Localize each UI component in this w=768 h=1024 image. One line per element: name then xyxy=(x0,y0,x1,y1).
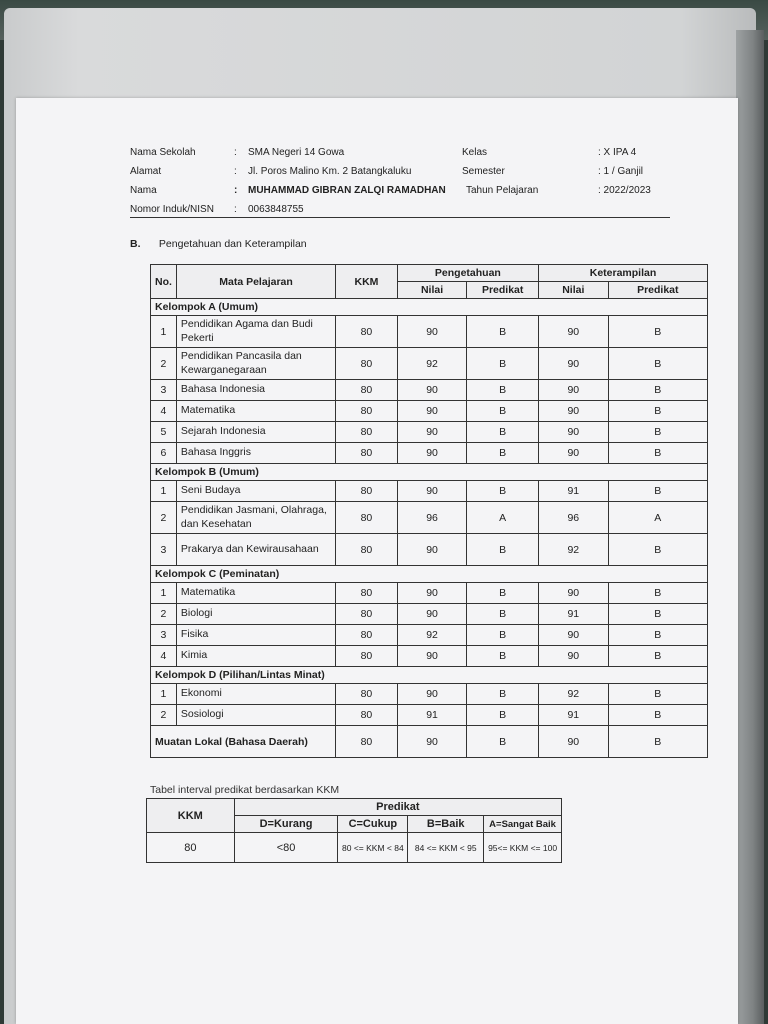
row-knowledge-score: 90 xyxy=(397,401,467,422)
row-skill-grade: B xyxy=(608,422,707,443)
row-kkm: 80 xyxy=(336,481,398,502)
semester-value: : 1 / Ganjil xyxy=(598,166,644,177)
group-row xyxy=(151,667,708,684)
col-knowledge-grade: Predikat xyxy=(467,282,539,299)
interval-caption: Tabel interval predikat berdasarkan KKM xyxy=(150,784,340,796)
row-knowledge-grade: B xyxy=(467,348,539,380)
row-no: 1 xyxy=(151,684,177,705)
interval-header-a: A=Sangat Baik xyxy=(484,816,562,833)
row-kkm: 80 xyxy=(336,348,398,380)
row-kkm: 80 xyxy=(336,604,398,625)
info-row-address xyxy=(130,163,670,182)
interval-header-d: D=Kurang xyxy=(234,816,338,833)
row-skill-grade: B xyxy=(608,726,707,758)
address-value: Jl. Poros Malino Km. 2 Batangkaluku xyxy=(248,166,412,177)
row-subject: Seni Budaya xyxy=(176,481,335,502)
group-row xyxy=(151,566,708,583)
row-subject: Bahasa Indonesia xyxy=(176,380,335,401)
interval-value-b: 84 <= KKM < 95 xyxy=(408,833,484,863)
interval-col-predikat: Predikat xyxy=(234,799,561,816)
year-label: Tahun Pelajaran xyxy=(466,185,539,196)
section-title xyxy=(130,238,307,250)
row-knowledge-score: 92 xyxy=(397,348,467,380)
row-kkm: 80 xyxy=(336,625,398,646)
row-skill-score: 90 xyxy=(539,316,609,348)
group-label: Kelompok A (Umum) xyxy=(151,299,708,316)
col-knowledge-score: Nilai xyxy=(397,282,467,299)
row-no: 3 xyxy=(151,380,177,401)
row-knowledge-score: 90 xyxy=(397,481,467,502)
table-row xyxy=(151,380,708,401)
row-subject: Kimia xyxy=(176,646,335,667)
row-knowledge-score: 96 xyxy=(397,502,467,534)
table-row xyxy=(151,625,708,646)
row-knowledge-score: 92 xyxy=(397,625,467,646)
row-kkm: 80 xyxy=(336,443,398,464)
row-kkm: 80 xyxy=(336,583,398,604)
table-row xyxy=(151,502,708,534)
row-skill-grade: B xyxy=(608,684,707,705)
row-skill-grade: A xyxy=(608,502,707,534)
grades-body xyxy=(151,299,708,758)
row-kkm: 80 xyxy=(336,422,398,443)
row-knowledge-score: 90 xyxy=(397,380,467,401)
col-knowledge: Pengetahuan xyxy=(397,265,538,282)
school-label: Nama Sekolah xyxy=(130,147,196,158)
row-knowledge-score: 90 xyxy=(397,684,467,705)
table-row xyxy=(151,604,708,625)
row-knowledge-score: 90 xyxy=(397,534,467,566)
group-label: Kelompok B (Umum) xyxy=(151,464,708,481)
row-knowledge-grade: B xyxy=(467,625,539,646)
row-subject: Sejarah Indonesia xyxy=(176,422,335,443)
row-no: 1 xyxy=(151,316,177,348)
row-skill-grade: B xyxy=(608,443,707,464)
row-knowledge-score: 90 xyxy=(397,583,467,604)
year-value: : 2022/2023 xyxy=(598,185,651,196)
row-skill-grade: B xyxy=(608,348,707,380)
row-skill-score: 90 xyxy=(539,348,609,380)
interval-kkm-value: 80 xyxy=(147,833,235,863)
colon: : xyxy=(234,204,237,215)
group-row xyxy=(151,464,708,481)
row-skill-score: 92 xyxy=(539,534,609,566)
row-subject: Pendidikan Pancasila dan Kewarganegaraan xyxy=(176,348,335,380)
row-subject: Fisika xyxy=(176,625,335,646)
address-label: Alamat xyxy=(130,166,162,177)
row-subject: Pendidikan Jasmani, Olahraga, dan Kesehatan xyxy=(176,502,335,534)
row-knowledge-score: 90 xyxy=(397,646,467,667)
row-skill-grade: B xyxy=(608,534,707,566)
row-skill-grade: B xyxy=(608,481,707,502)
row-skill-score: 90 xyxy=(539,625,609,646)
nisn-label: Nomor Induk/NISN xyxy=(130,204,214,215)
interval-value-a: 95<= KKM <= 100 xyxy=(484,833,562,863)
row-no: 1 xyxy=(151,583,177,604)
row-kkm: 80 xyxy=(336,646,398,667)
row-kkm: 80 xyxy=(336,401,398,422)
colon: : xyxy=(234,147,237,158)
table-row xyxy=(151,583,708,604)
table-row xyxy=(151,684,708,705)
colon: : xyxy=(234,166,237,177)
semester-label: Semester xyxy=(462,166,505,177)
row-knowledge-grade: B xyxy=(467,316,539,348)
name-value: MUHAMMAD GIBRAN ZALQI RAMADHAN xyxy=(248,185,446,196)
row-knowledge-grade: B xyxy=(467,583,539,604)
col-subject: Mata Pelajaran xyxy=(176,265,335,299)
row-skill-score: 90 xyxy=(539,726,609,758)
row-knowledge-score: 90 xyxy=(397,726,467,758)
row-skill-grade: B xyxy=(608,316,707,348)
colon: : xyxy=(234,185,238,196)
table-row xyxy=(151,534,708,566)
class-value: : X IPA 4 xyxy=(598,147,637,158)
row-skill-score: 90 xyxy=(539,583,609,604)
row-skill-score: 90 xyxy=(539,422,609,443)
table-row xyxy=(151,481,708,502)
col-kkm: KKM xyxy=(336,265,398,299)
row-subject: Bahasa Inggris xyxy=(176,443,335,464)
row-no: 4 xyxy=(151,646,177,667)
row-subject: Prakarya dan Kewirausahaan xyxy=(176,534,335,566)
row-subject: Muatan Lokal (Bahasa Daerah) xyxy=(151,726,336,758)
row-subject: Ekonomi xyxy=(176,684,335,705)
row-skill-score: 90 xyxy=(539,380,609,401)
col-skill-grade: Predikat xyxy=(608,282,707,299)
row-no: 4 xyxy=(151,401,177,422)
row-kkm: 80 xyxy=(336,316,398,348)
row-skill-grade: B xyxy=(608,646,707,667)
row-skill-grade: B xyxy=(608,401,707,422)
row-kkm: 80 xyxy=(336,726,398,758)
row-knowledge-grade: B xyxy=(467,443,539,464)
row-skill-grade: B xyxy=(608,583,707,604)
grades-table xyxy=(150,264,708,758)
row-knowledge-grade: B xyxy=(467,422,539,443)
table-row xyxy=(151,401,708,422)
row-knowledge-grade: A xyxy=(467,502,539,534)
group-label: Kelompok D (Pilihan/Lintas Minat) xyxy=(151,667,708,684)
row-subject: Pendidikan Agama dan Budi Pekerti xyxy=(176,316,335,348)
interval-value-c: 80 <= KKM < 84 xyxy=(338,833,408,863)
interval-header-b: B=Baik xyxy=(408,816,484,833)
row-no: 2 xyxy=(151,348,177,380)
student-info xyxy=(130,144,670,220)
row-knowledge-score: 90 xyxy=(397,443,467,464)
col-skill-score: Nilai xyxy=(539,282,609,299)
row-knowledge-grade: B xyxy=(467,481,539,502)
row-kkm: 80 xyxy=(336,684,398,705)
col-skill: Keterampilan xyxy=(539,265,708,282)
table-row xyxy=(151,646,708,667)
row-skill-score: 91 xyxy=(539,481,609,502)
row-skill-score: 91 xyxy=(539,604,609,625)
row-subject: Matematika xyxy=(176,401,335,422)
row-skill-score: 96 xyxy=(539,502,609,534)
row-skill-score: 90 xyxy=(539,401,609,422)
nisn-value: 0063848755 xyxy=(248,204,304,215)
report-card-page xyxy=(16,98,738,1024)
row-no: 2 xyxy=(151,502,177,534)
col-no: No. xyxy=(151,265,177,299)
class-label: Kelas xyxy=(462,147,488,158)
row-no: 3 xyxy=(151,534,177,566)
row-knowledge-grade: B xyxy=(467,646,539,667)
name-label: Nama xyxy=(130,185,157,196)
row-knowledge-score: 90 xyxy=(397,604,467,625)
row-kkm: 80 xyxy=(336,380,398,401)
info-row-name xyxy=(130,182,670,201)
section-heading: Pengetahuan dan Keterampilan xyxy=(158,238,307,250)
info-row-school xyxy=(130,144,670,163)
row-no: 2 xyxy=(151,705,177,726)
header-divider xyxy=(130,217,670,218)
table-row xyxy=(151,443,708,464)
row-no: 5 xyxy=(151,422,177,443)
row-subject: Sosiologi xyxy=(176,705,335,726)
row-knowledge-score: 90 xyxy=(397,422,467,443)
row-skill-grade: B xyxy=(608,625,707,646)
row-skill-score: 90 xyxy=(539,443,609,464)
row-knowledge-grade: B xyxy=(467,604,539,625)
row-no: 3 xyxy=(151,625,177,646)
row-no: 1 xyxy=(151,481,177,502)
row-knowledge-grade: B xyxy=(467,684,539,705)
row-knowledge-score: 90 xyxy=(397,316,467,348)
section-letter: B. xyxy=(130,238,141,250)
group-row xyxy=(151,299,708,316)
school-value: SMA Negeri 14 Gowa xyxy=(248,147,345,158)
muatan-lokal-row xyxy=(151,726,708,758)
table-row xyxy=(151,348,708,380)
row-skill-grade: B xyxy=(608,705,707,726)
row-knowledge-grade: B xyxy=(467,401,539,422)
row-skill-score: 91 xyxy=(539,705,609,726)
row-no: 6 xyxy=(151,443,177,464)
row-subject: Biologi xyxy=(176,604,335,625)
table-row xyxy=(151,316,708,348)
row-kkm: 80 xyxy=(336,705,398,726)
row-knowledge-grade: B xyxy=(467,705,539,726)
row-knowledge-score: 91 xyxy=(397,705,467,726)
row-skill-grade: B xyxy=(608,380,707,401)
interval-value-d: <80 xyxy=(234,833,338,863)
row-knowledge-grade: B xyxy=(467,534,539,566)
interval-table xyxy=(146,798,562,863)
row-skill-score: 90 xyxy=(539,646,609,667)
row-kkm: 80 xyxy=(336,502,398,534)
row-knowledge-grade: B xyxy=(467,726,539,758)
row-skill-grade: B xyxy=(608,604,707,625)
row-kkm: 80 xyxy=(336,534,398,566)
row-no: 2 xyxy=(151,604,177,625)
binder-edge xyxy=(736,30,764,1024)
row-subject: Matematika xyxy=(176,583,335,604)
table-row xyxy=(151,705,708,726)
interval-header-c: C=Cukup xyxy=(338,816,408,833)
row-knowledge-grade: B xyxy=(467,380,539,401)
interval-col-kkm: KKM xyxy=(147,799,235,833)
group-label: Kelompok C (Peminatan) xyxy=(151,566,708,583)
row-skill-score: 92 xyxy=(539,684,609,705)
table-row xyxy=(151,422,708,443)
